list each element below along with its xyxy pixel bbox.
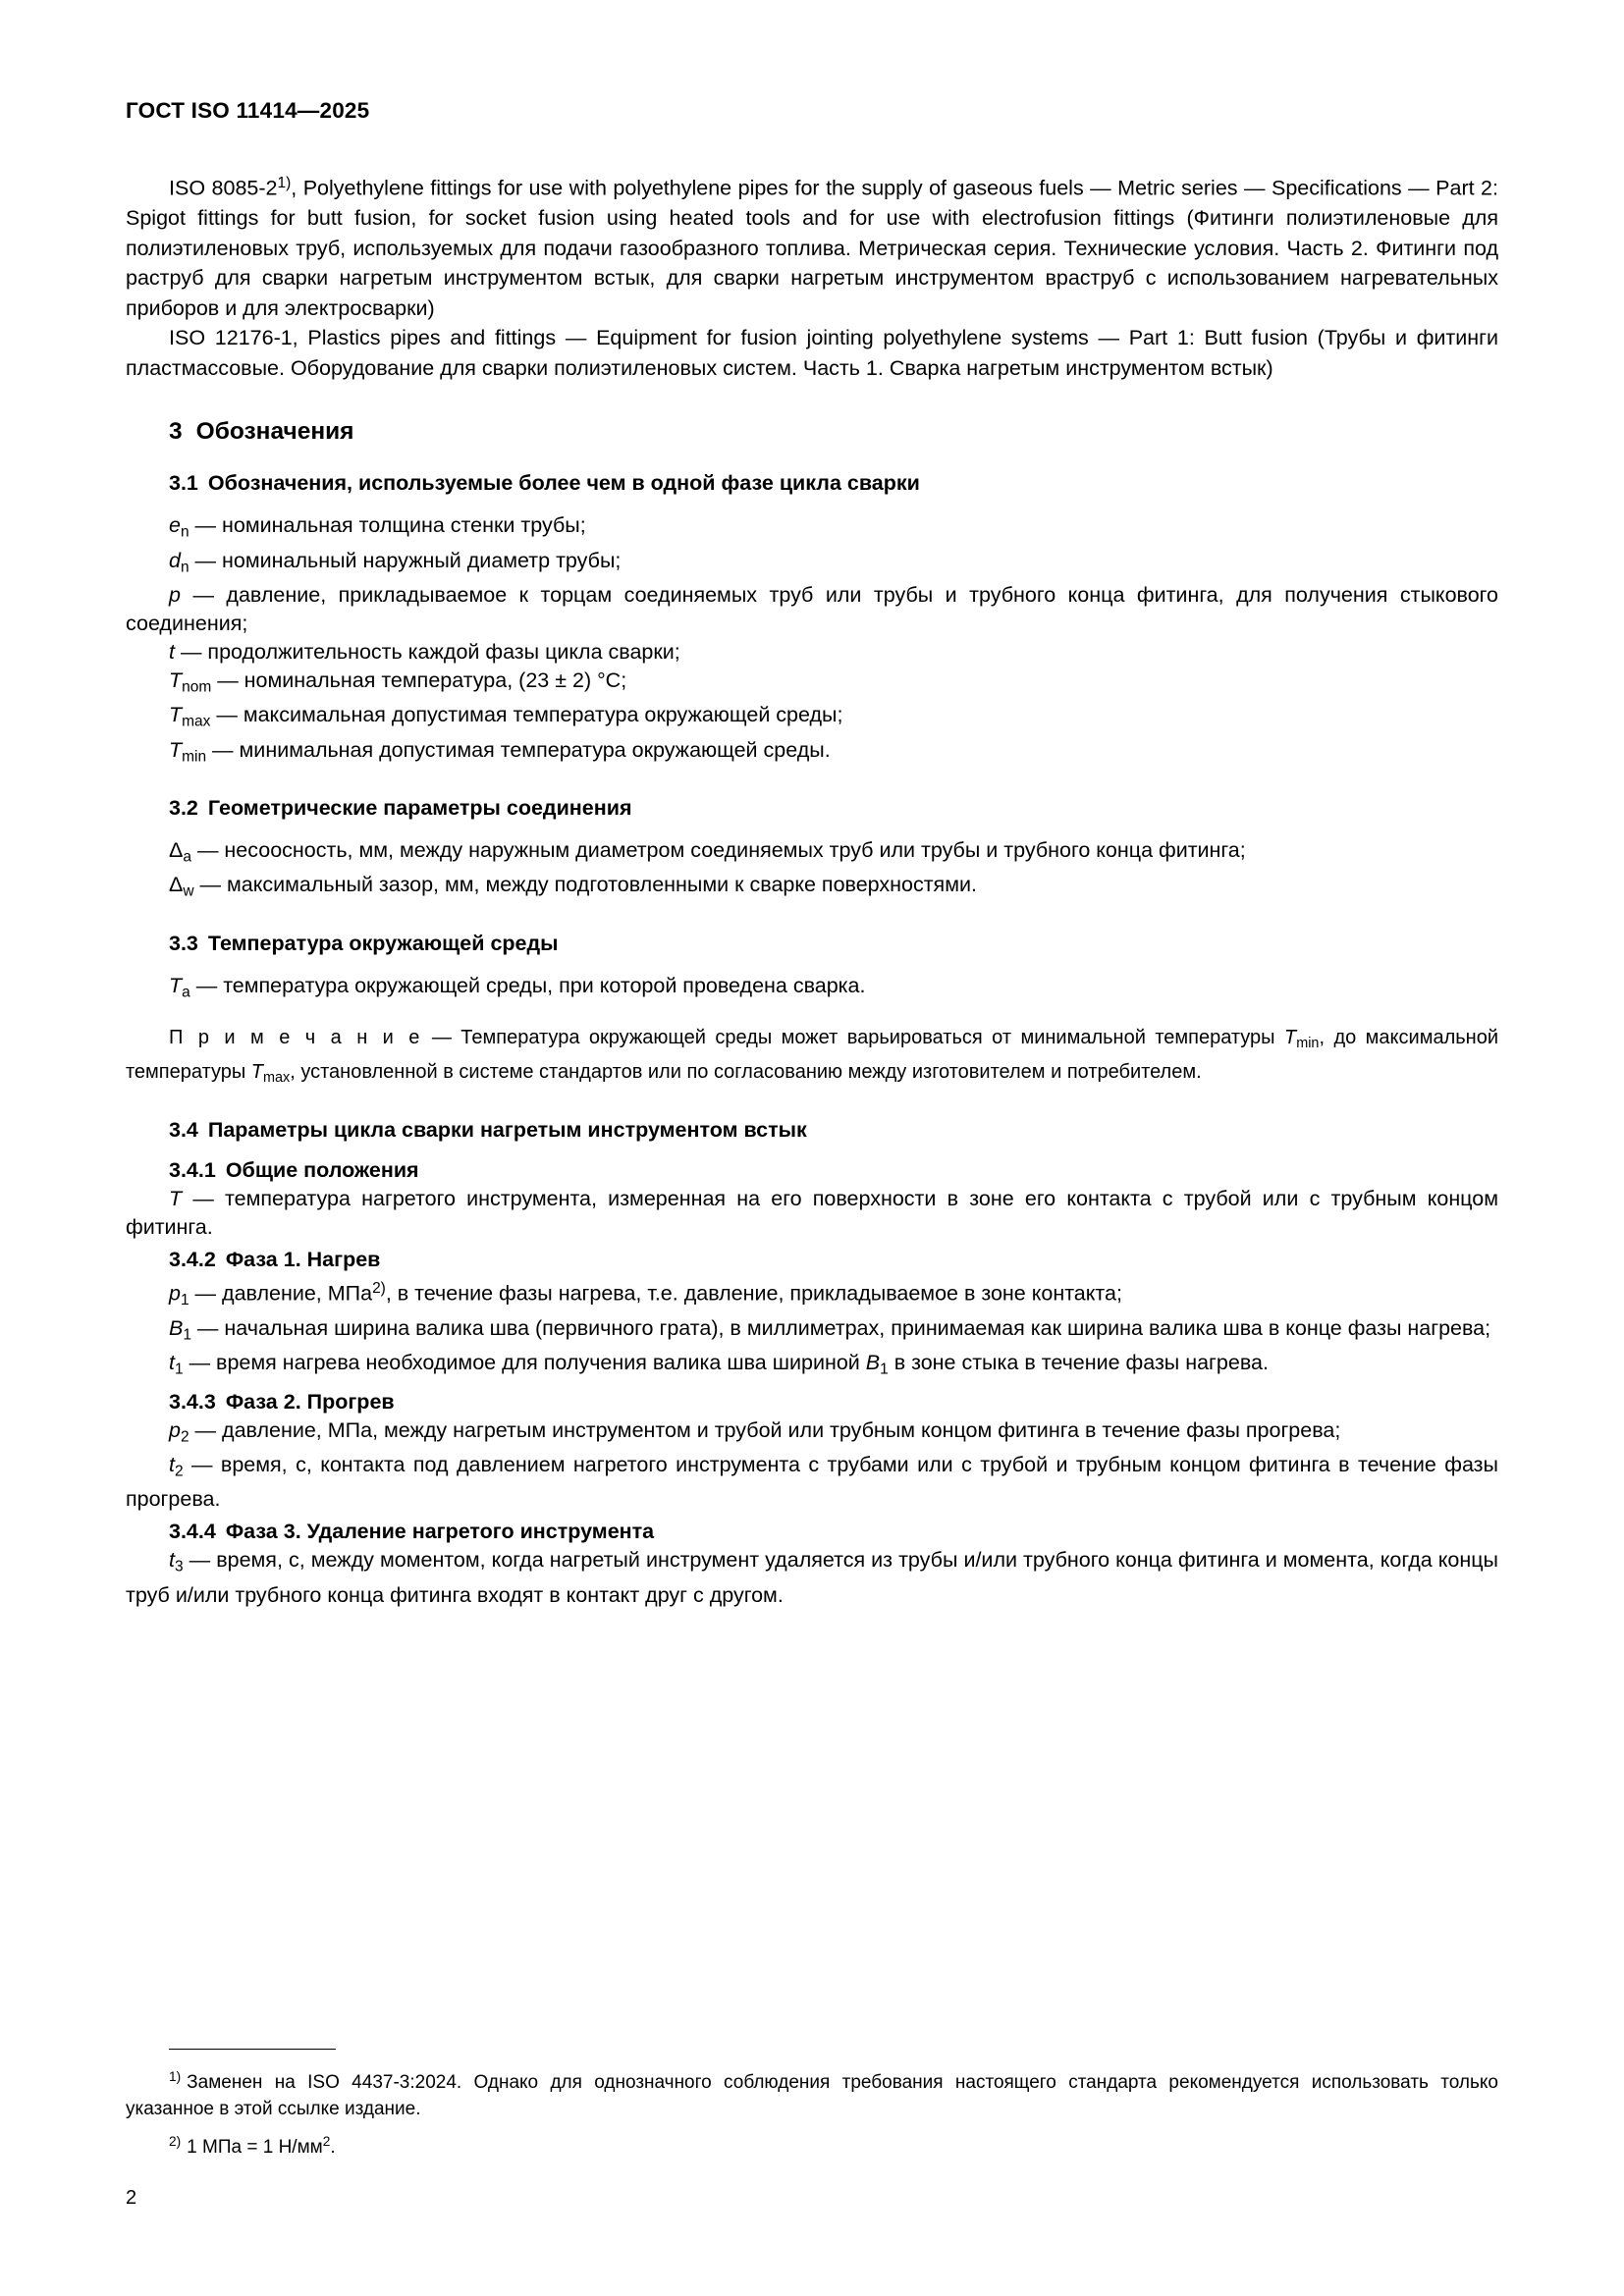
symbol: T — [169, 667, 183, 692]
symbol-subscript: max — [182, 713, 211, 730]
heading-3-4-1-title: Общие положения — [225, 1157, 419, 1182]
footnote-1 — [126, 2063, 1498, 2122]
heading-3-1-number: 3.1 — [169, 471, 198, 496]
footnote-ref-2[interactable]: 2) — [372, 1279, 386, 1297]
symbol-definition: — продолжительность каждой фазы цикла сварки; — [174, 639, 680, 664]
page-number: 2 — [126, 2187, 137, 2209]
heading-3-4-2 — [169, 1248, 1498, 1272]
symbol-subscript: a — [183, 848, 191, 866]
heading-3-3-title: Температура окружающей среды — [207, 931, 559, 955]
symbol-definition: — начальная ширина валика шва (первичного грата), в миллиметрах, принимаемая как ширина валика шва в конце фазы нагрева; — [190, 1315, 1491, 1340]
symbol-tmin — [126, 736, 1498, 771]
reference-id: ISO 8085-2 — [169, 176, 278, 200]
footnote-2 — [126, 2128, 1498, 2161]
symbol: t — [169, 1452, 175, 1476]
symbol-p — [126, 581, 1498, 638]
footnote-2-text-a: 1 МПа = 1 Н/мм — [187, 2137, 323, 2158]
symbol: e — [169, 513, 181, 538]
heading-3-4-title: Параметры цикла сварки нагретым инструментом встык — [207, 1117, 807, 1142]
symbol-dn — [126, 547, 1498, 581]
heading-3-4-4-number: 3.4.4 — [169, 1520, 216, 1544]
symbol: t — [169, 1351, 175, 1375]
heading-3-2-number: 3.2 — [169, 795, 198, 820]
note-symbol-tmax: T — [250, 1060, 264, 1083]
symbol-t2 — [126, 1451, 1498, 1514]
symbol-en — [126, 511, 1498, 546]
symbol-t3 — [126, 1546, 1498, 1609]
symbol-t — [126, 638, 1498, 667]
symbol-inline-b1: B — [865, 1351, 881, 1375]
footnote-separator — [169, 2049, 336, 2051]
note-text-3: , установленной в системе стандартов или по согласованию между изготовителем и потребителем. — [290, 1060, 1202, 1083]
reference-iso-8085-2 — [126, 169, 1498, 323]
symbol-p1 — [126, 1274, 1498, 1314]
heading-3-4-4-title: Фаза 3. Удаление нагретого инструмента — [225, 1520, 655, 1544]
symbol-tmax — [126, 701, 1498, 735]
symbol: t — [169, 639, 175, 664]
heading-3-title: Обозначения — [195, 418, 354, 446]
heading-3-4-4 — [169, 1520, 1498, 1544]
symbol-delta-a — [126, 836, 1498, 871]
heading-3-4-number: 3.4 — [169, 1117, 198, 1142]
symbol-definition: — максимальная допустимая температура окружающей среды; — [210, 703, 843, 727]
heading-3-4-3-number: 3.4.3 — [169, 1389, 216, 1414]
symbol-subscript: 1 — [183, 1326, 191, 1344]
note-text-2: , до максимальной температуры — [126, 1026, 1498, 1083]
symbol-definition: — температура окружающей среды, при которой проведена сварка. — [189, 973, 866, 997]
reference-iso-12176-1: ISO 12176-1, Plastics pipes and fittings — Equipment for fusion jointing polyethylene systems — Part 1: Butt fusion (Трубы и фитинги пластмассовые. Оборудование для сварки полиэтиленовых систем. Часть 1. Сварка нагретым инструментом встык) — [126, 326, 1498, 380]
symbol: d — [169, 548, 181, 572]
symbol-definition: — давление, прикладываемое к торцам соединяемых труб или трубы и трубного конца фитинга, для получения стыкового соединения; — [126, 582, 1498, 635]
heading-3-1 — [169, 471, 1498, 496]
symbol-definition-a: — время нагрева необходимое для получения валика шва шириной — [183, 1351, 866, 1375]
symbol-inline-b1-sub: 1 — [880, 1361, 889, 1378]
heading-3-1-title: Обозначения, используемые более чем в одной фазе цикла сварки — [207, 471, 920, 496]
note-ambient-temperature — [126, 1024, 1498, 1093]
symbol-t1 — [126, 1349, 1498, 1383]
heading-3-4-1-number: 3.4.1 — [169, 1157, 216, 1182]
footnote-2-superscript: 2 — [322, 2134, 331, 2150]
symbol: T — [169, 737, 183, 762]
heading-3-4-2-title: Фаза 1. Нагрев — [225, 1247, 381, 1271]
symbol-subscript: n — [180, 558, 189, 575]
symbol-definition: — максимальный зазор, мм, между подготовленными к сварке поверхностями. — [193, 873, 977, 897]
symbol-subscript: 3 — [174, 1558, 184, 1575]
symbol-subscript: nom — [182, 678, 212, 696]
page-header: ГОСТ ISO 11414—2025 — [126, 98, 370, 123]
heading-3-4-1 — [169, 1158, 1498, 1183]
symbol-tnom — [126, 667, 1498, 701]
symbol: p — [169, 582, 181, 607]
symbol-definition: — номинальный наружный диаметр трубы; — [189, 548, 622, 572]
symbol-subscript: n — [180, 523, 189, 541]
symbol-definition: — давление, МПа, между нагретым инструментом и трубой или трубным концом фитинга в течение фазы прогрева; — [189, 1417, 1341, 1442]
symbol: p — [169, 1281, 181, 1306]
symbol: T — [169, 973, 183, 997]
symbol-subscript: 1 — [180, 1291, 189, 1308]
symbol-subscript: 2 — [174, 1463, 184, 1480]
symbol-ta — [126, 972, 1498, 1006]
symbol-definition: — минимальная допустимая температура окружающей среды. — [206, 737, 831, 762]
heading-3-2 — [169, 796, 1498, 821]
heading-3-4-3-title: Фаза 2. Прогрев — [225, 1389, 395, 1414]
symbol-definition-b: , в течение фазы нагрева, т.е. давление, прикладываемое в зоне контакта; — [385, 1281, 1122, 1306]
symbol-subscript: a — [182, 983, 190, 1000]
note-text-1: — Температура окружающей среды может варьироваться от минимальной температуры — [422, 1026, 1285, 1048]
note-symbol-tmin: T — [1284, 1026, 1297, 1048]
symbol-subscript: 2 — [180, 1427, 189, 1445]
symbol-b1 — [126, 1314, 1498, 1349]
symbol-definition: — номинальная толщина стенки трубы; — [189, 513, 586, 538]
heading-3 — [169, 418, 1498, 446]
symbol-definition: — время, с, контакта под давлением нагретого инструмента с трубами или с трубой и трубным концом фитинга в течение фазы прогрева. — [126, 1452, 1498, 1512]
footnote-1-marker: 1) — [169, 2069, 182, 2085]
symbol: Δ — [169, 873, 184, 897]
heading-3-4-2-number: 3.4.2 — [169, 1247, 216, 1271]
note-symbol-tmin-sub: min — [1296, 1035, 1320, 1051]
heading-3-3 — [169, 932, 1498, 956]
symbol-definition-b: в зоне стыка в течение фазы нагрева. — [888, 1351, 1269, 1375]
symbol-t-tool — [126, 1185, 1498, 1242]
symbol: T — [169, 703, 183, 727]
symbol: t — [169, 1548, 175, 1573]
symbol-definition: — номинальная температура, (23 ± 2) °C; — [211, 667, 627, 692]
note-symbol-tmax-sub: max — [263, 1069, 291, 1086]
symbol-p2 — [126, 1416, 1498, 1451]
note-label: П р и м е ч а н и е — [169, 1026, 423, 1048]
symbol-definition: — время, с, между моментом, когда нагретый инструмент удаляется из трубы и/или трубного конца фитинга и момента, когда концы труб и/или трубного конца фитинга входят в контакт друг с другом. — [126, 1548, 1498, 1607]
symbol-subscript: min — [182, 747, 207, 765]
footnote-2-text-b: . — [330, 2137, 336, 2158]
symbol: B — [169, 1315, 184, 1340]
symbol-subscript: 1 — [174, 1361, 184, 1378]
footnotes-area — [126, 2049, 1498, 2166]
symbol: T — [169, 1186, 183, 1210]
symbol-definition-a: — давление, МПа — [189, 1281, 373, 1306]
heading-3-4-3 — [169, 1390, 1498, 1415]
symbol-subscript: w — [183, 882, 194, 900]
reference-text: , Polyethylene fittings for use with polyethylene pipes for the supply of gaseous fuels — Metric series — Specifications — Part 2: Spigot fittings for butt fusion, for socket fusion using heated tools and for use with electrofusion fittings (Фитинги полиэтиленовые для полиэтиленовых труб, используемых для подачи газообразного топлива. Метрическая серия. Технические условия. Часть 2. Фитинги под раструб для сварки нагретым инструментом встык, для сварки нагретым инструментом враструб с использованием нагревательных приборов и для электросварки) — [126, 176, 1498, 320]
heading-3-4 — [169, 1118, 1498, 1143]
heading-3-number: 3 — [169, 418, 183, 446]
footnote-2-marker: 2) — [169, 2134, 182, 2150]
symbol-definition: — несоосность, мм, между наружным диаметром соединяемых труб или трубы и трубного конца фитинга; — [190, 837, 1246, 862]
symbol-definition: — температура нагретого инструмента, измеренная на его поверхности в зоне его контакта с трубой или с трубным концом фитинга. — [126, 1186, 1498, 1239]
symbol: p — [169, 1417, 181, 1442]
footnote-ref-1[interactable]: 1) — [277, 175, 292, 191]
symbol-delta-w — [126, 871, 1498, 905]
heading-3-2-title: Геометрические параметры соединения — [207, 795, 632, 820]
footnote-1-text: Заменен на ISO 4437-3:2024. Однако для однозначного соблюдения требования настоящего стандарта рекомендуется использовать только указанное в этой ссылке издание. — [126, 2072, 1498, 2120]
heading-3-3-number: 3.3 — [169, 931, 198, 955]
symbol: Δ — [169, 837, 184, 862]
